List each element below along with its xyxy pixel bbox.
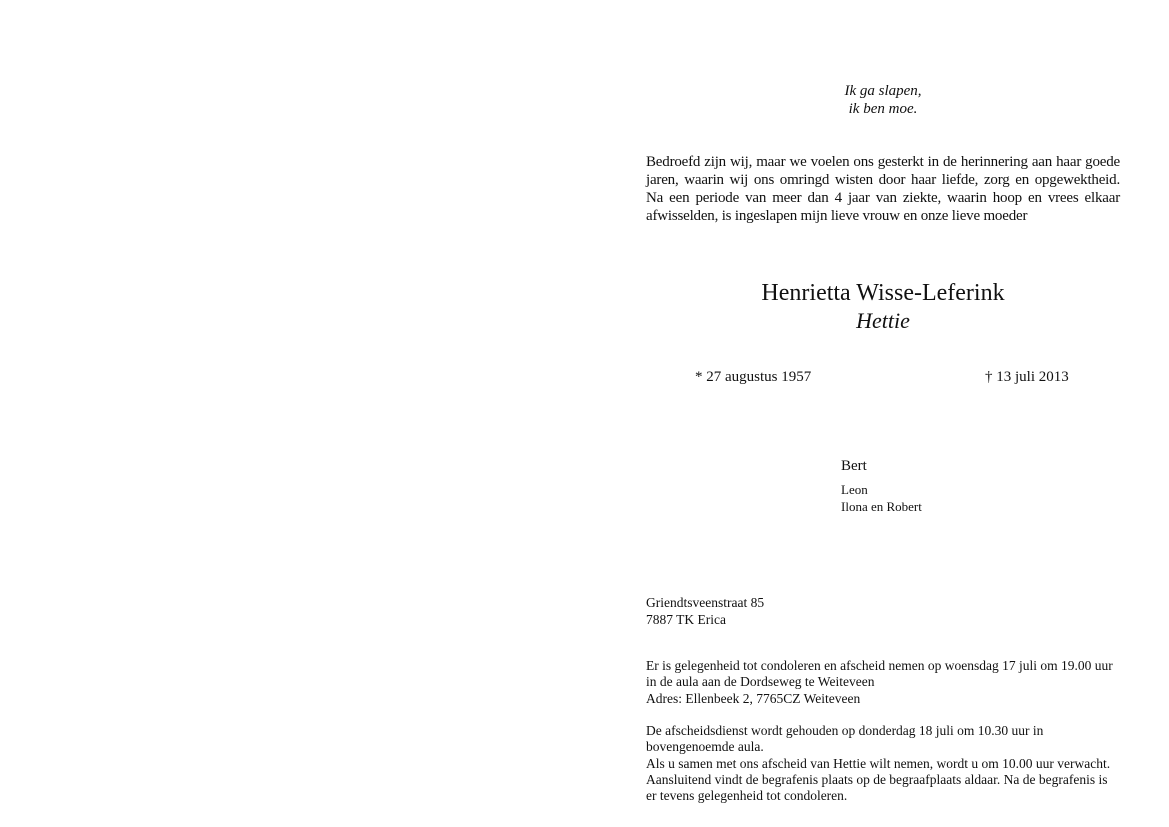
family-spouse: Bert xyxy=(841,458,867,474)
intro-line: afwisselden, is ingeslapen mijn lieve vrouw en onze lieve moeder xyxy=(646,208,1028,224)
death-date: † 13 juli 2013 xyxy=(985,369,1069,385)
address-city: 7887 TK Erica xyxy=(646,612,726,627)
home-address xyxy=(646,594,764,628)
condolence-line: in de aula aan de Dordseweg te Weiteveen xyxy=(646,674,875,690)
service-line: Als u samen met ons afscheid van Hettie wilt nemen, wordt u om 10.00 uur verwacht. xyxy=(646,755,1111,771)
service-line: bovengenoemde aula. xyxy=(646,739,764,755)
family-child: Ilona en Robert xyxy=(841,499,922,514)
service-line: er tevens gelegenheid tot condoleren. xyxy=(646,788,848,804)
intro-line: Na een periode van meer dan 4 jaar van ziekte, waarin hoop en vrees elkaar xyxy=(646,190,1120,206)
poem-line: ik ben moe. xyxy=(848,101,918,117)
service-paragraph xyxy=(646,723,1120,804)
condolence-paragraph xyxy=(646,658,1120,707)
poem xyxy=(646,82,1120,118)
birth-date: * 27 augustus 1957 xyxy=(695,369,812,385)
deceased-nickname: Hettie xyxy=(856,308,910,333)
deceased-name: Henrietta Wisse-Leferink xyxy=(761,280,1005,306)
condolence-line: Er is gelegenheid tot condoleren en afscheid nemen op woensdag 17 juli om 19.00 uur xyxy=(646,658,1113,673)
address-street: Griendtsveenstraat 85 xyxy=(646,595,765,610)
intro-paragraph xyxy=(646,153,1120,225)
family-child: Leon xyxy=(841,482,868,497)
service-line: Aansluitend vindt de begrafenis plaats op de begraafplaats aldaar. Na de begrafenis is xyxy=(646,771,1108,787)
service-line: De afscheidsdienst wordt gehouden op donderdag 18 juli om 10.30 uur in xyxy=(646,723,1044,738)
intro-line: Bedroefd zijn wij, maar we voelen ons gesterkt in de herinnering aan haar goede xyxy=(646,154,1120,170)
family-children xyxy=(841,481,922,515)
condolence-line: Adres: Ellenbeek 2, 7765CZ Weiteveen xyxy=(646,690,861,706)
intro-line: jaren, waarin wij ons omringd wisten door haar liefde, zorg en opgewektheid. xyxy=(646,172,1120,188)
poem-line: Ik ga slapen, xyxy=(844,83,922,99)
